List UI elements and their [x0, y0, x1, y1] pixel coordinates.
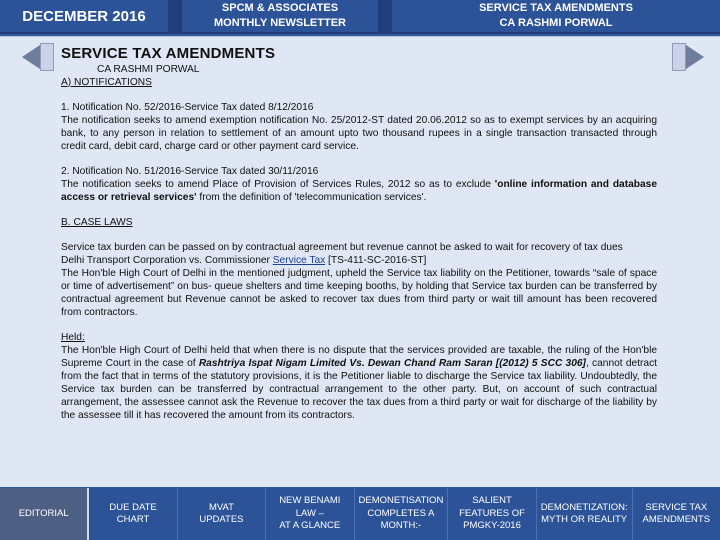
held-case-reference: Rashtriya Ispat Nigam Limited Vs. Dewan Chand Ram Saran [(2012) 5 SCC 306]: [198, 358, 586, 369]
notification-2-heading: 2. Notification No. 51/2016-Service Tax dated 30/11/2016: [61, 166, 319, 177]
header-divider: [168, 0, 182, 34]
held-label: Held:: [61, 332, 85, 343]
nav-label: MVAT: [208, 501, 234, 513]
header-section-author: CA RASHMI PORWAL: [499, 17, 613, 29]
article-author: CA RASHMI PORWAL: [97, 64, 200, 75]
notification-2-text: The notification seeks to amend Place of Provision of Services Rules, 2012 so as to exclude: [61, 179, 495, 190]
nav-label: DEMONETIZATION:: [540, 501, 628, 513]
header-newsletter-tab: [182, 0, 378, 34]
section-b-heading: B. CASE LAWS: [61, 217, 133, 228]
notification-1-heading: 1. Notification No. 52/2016-Service Tax dated 8/12/2016: [61, 102, 314, 113]
service-tax-link[interactable]: Service Tax: [272, 255, 326, 266]
held-body: [61, 344, 657, 422]
header-section-tab: [392, 0, 720, 34]
nav-label: PMGKY-2016: [463, 520, 521, 532]
next-page-arrow-icon[interactable]: [686, 45, 704, 69]
header-date-tab: [0, 0, 168, 34]
case-law-name-text: Delhi Transport Corporation vs. Commissioner: [61, 255, 273, 266]
article-title: SERVICE TAX AMENDMENTS: [61, 45, 276, 62]
held-text-end: , cannot detract from the fact that in terms of the statutory provisions, it is the Petitioner liable to discharge the Service tax liability. Undoubtedly, the Service tax burden can be transferred by contractual arrangement to the other party. But, on account of such contractual arrangement, the assessee cannot ask the Revenue to recover the tax dues from a third party or wait for discharge of the liability by the assessee till it has recovered the amount from its contractors.: [61, 358, 658, 421]
nav-label: COMPLETES A: [367, 507, 435, 519]
nav-service-tax-amendments[interactable]: [633, 488, 720, 540]
nav-mvat-updates[interactable]: [178, 488, 266, 540]
header-firm-name: SPCM & ASSOCIATES: [221, 2, 339, 14]
header-date: DECEMBER 2016: [22, 7, 146, 25]
notification-1-body: The notification seeks to amend exemption notification No. 25/2012-ST dated 20.06.2012 so as to exempt services by an acquiring bank, to any person in relation to settlement of an amount upto two thousand rupees in a single transaction transacted through credit card, debit card, charge card or other payment card service.: [61, 115, 657, 152]
nav-label: CHART: [116, 514, 150, 525]
case-law-name: [61, 254, 657, 267]
nav-salient-features-pmgky[interactable]: [448, 488, 536, 540]
section-a-heading: A) NOTIFICATIONS: [61, 77, 152, 88]
nav-demonetization-myth[interactable]: [537, 488, 633, 540]
bottom-navigation: [0, 488, 720, 540]
previous-page-button[interactable]: [40, 43, 54, 71]
nav-label: SALIENT: [472, 495, 512, 507]
nav-label: AT A GLANCE: [279, 520, 341, 532]
nav-label: DUE DATE: [109, 501, 157, 513]
held-text: The Hon'ble High Court of Delhi held that when there is no dispute that the services provided are taxable, the ruling of the Hon'ble Supreme Court in the case of: [61, 345, 657, 369]
nav-label: MYTH OR REALITY: [541, 514, 628, 525]
nav-label: UPDATES: [199, 514, 244, 525]
case-law-body: The Hon'ble High Court of Delhi in the mentioned judgment, upheld the Service tax liability on the Petitioner, towards “sale of space or time of advertisement” on bus- queue shelters and time keeping booths, by holding that Service tax burden can be transferred by contractual agreement but Revenue cannot be asked to recover tax dues from third party or wait till amount has been recovered from contractors.: [61, 268, 657, 318]
nav-editorial[interactable]: [0, 488, 89, 540]
notification-2-body: [61, 178, 657, 204]
header-newsletter-label: MONTHLY NEWSLETTER: [213, 17, 346, 29]
article-content: [61, 45, 657, 422]
notification-2-text-end: from the definition of 'telecommunication services'.: [196, 192, 427, 203]
case-law-heading: Service tax burden can be passed on by contractual agreement but revenue cannot be asked to wait for recovery of tax dues: [61, 242, 623, 253]
notification-2-bold-text: 'online information and database access or retrieval services': [61, 179, 657, 203]
nav-due-date-chart[interactable]: [89, 488, 177, 540]
nav-label: DEMONETISATION: [358, 495, 444, 507]
nav-label: MONTH:-: [380, 520, 422, 532]
header-section-title: SERVICE TAX AMENDMENTS: [479, 2, 633, 14]
nav-new-benami-law[interactable]: [266, 488, 354, 540]
nav-label: EDITORIAL: [18, 507, 69, 519]
next-page-button[interactable]: [672, 43, 686, 71]
nav-label: FEATURES OF: [459, 507, 525, 519]
nav-label: AMENDMENTS: [642, 514, 711, 525]
case-law-citation: [TS-411-SC-2016-ST]: [325, 255, 427, 266]
nav-demonetisation-month[interactable]: [355, 488, 449, 540]
header-divider: [378, 0, 392, 34]
nav-label: LAW –: [295, 507, 324, 519]
nav-label: SERVICE TAX: [645, 501, 708, 513]
article-page: [0, 36, 720, 487]
previous-page-arrow-icon[interactable]: [22, 45, 40, 69]
nav-label: NEW BENAMI: [279, 495, 341, 507]
